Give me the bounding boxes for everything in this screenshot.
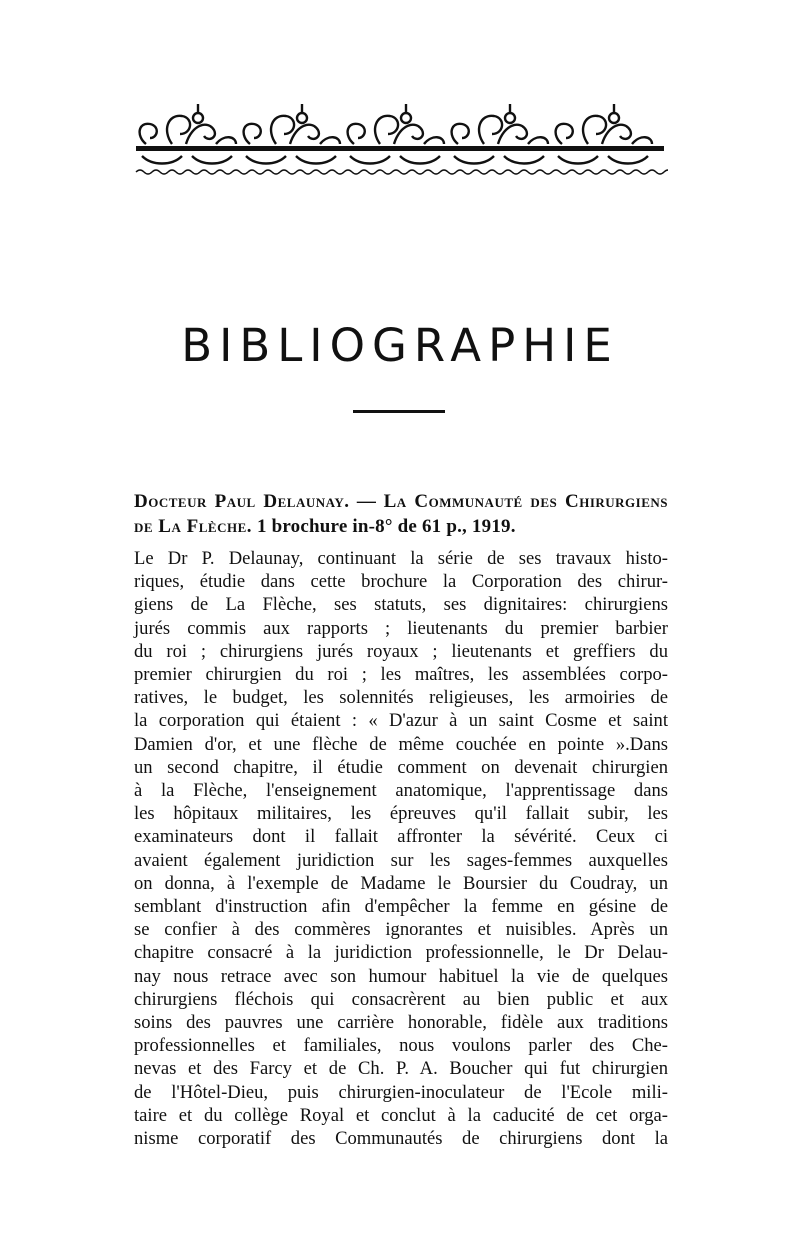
- body-text-line: les hôpitaux militaires, les épreuves qu'il fallait subir, les: [134, 803, 668, 825]
- body-text-line: chirurgiens fléchois qui consacrèrent au bien public et aux: [134, 988, 668, 1010]
- body-text-line: riques, étudie dans cette brochure la Corporation des chirur-: [134, 571, 668, 593]
- citation-details: 1 brochure in-8° de 61 p., 1919.: [252, 516, 516, 537]
- body-text-line: jurés commis aux rapports ; lieutenants du premier barbier: [134, 617, 668, 639]
- body-text-line: la corporation qui étaient : « D'azur à un saint Cosme et saint: [134, 710, 668, 732]
- body-text-line: avaient également juridiction sur les sages-femmes auxquelles: [134, 849, 668, 871]
- body-text-line: nevas et des Farcy et de Ch. P. A. Boucher qui fut chirurgien: [134, 1058, 668, 1080]
- body-text-line: on donna, à l'exemple de Madame le Boursier du Coudray, un: [134, 872, 668, 894]
- body-text-line: taire et du collège Royal et conclut à la caducité de cet orga-: [134, 1104, 668, 1126]
- citation-dash: —: [349, 491, 384, 512]
- body-text-line: soins des pauvres une carrière honorable, fidèle aux traditions: [134, 1012, 668, 1034]
- citation-author: Docteur Paul Delaunay.: [134, 491, 350, 512]
- body-text-line: professionnelles et familiales, nous voulons parler des Che-: [134, 1035, 668, 1057]
- body-text-line: semblant d'instruction afin d'empêcher la femme en gésine de: [134, 896, 668, 918]
- page-title: BIBLIOGRAPHIE: [181, 319, 619, 372]
- body-text-line: de l'Hôtel-Dieu, puis chirurgien-inoculateur de l'Ecole mili-: [134, 1081, 668, 1103]
- body-text-line: examinateurs dont il fallait affronter la sévérité. Ceux ci: [134, 826, 668, 848]
- bibliography-entry-citation: [134, 489, 668, 539]
- body-text-line: premier chirurgien du roi ; les maîtres, les assemblées corpo-: [134, 664, 668, 686]
- decorative-frieze-ornament-icon: [132, 100, 668, 180]
- body-text-line: Le Dr P. Delaunay, continuant la série de ses travaux histo-: [134, 548, 668, 569]
- body-text-line: nay nous retrace avec son humour habituel la vie de quelques: [134, 965, 668, 987]
- body-text-line: se confier à des commères ignorantes et nuisibles. Après un: [134, 919, 668, 941]
- body-text-line: giens de La Flèche, ses statuts, ses dignitaires: chirurgiens: [134, 594, 668, 616]
- body-text-line: chapitre consacré à la juridiction professionnelle, le Dr Delau-: [134, 942, 668, 964]
- title-divider-rule: [353, 410, 445, 413]
- citation-work-title: La Communauté des Chirurgiens de La Flèche.: [134, 491, 668, 537]
- body-text-line: un second chapitre, il étudie comment on devenait chirurgien: [134, 756, 668, 778]
- citation-line: [134, 489, 668, 539]
- body-text-line: à la Flèche, l'enseignement anatomique, l'apprentissage dans: [134, 780, 668, 802]
- body-text-line: du roi ; chirurgiens jurés royaux ; lieutenants et greffiers du: [134, 640, 668, 662]
- body-text-line: Damien d'or, et une flèche de même couchée en pointe ».Dans: [134, 733, 668, 755]
- body-text-line: nisme corporatif des Communautés de chirurgiens dont la: [134, 1128, 668, 1150]
- body-text-line: ratives, le budget, les solennités religieuses, les armoiries de: [134, 687, 668, 709]
- review-body-text: [134, 547, 668, 1150]
